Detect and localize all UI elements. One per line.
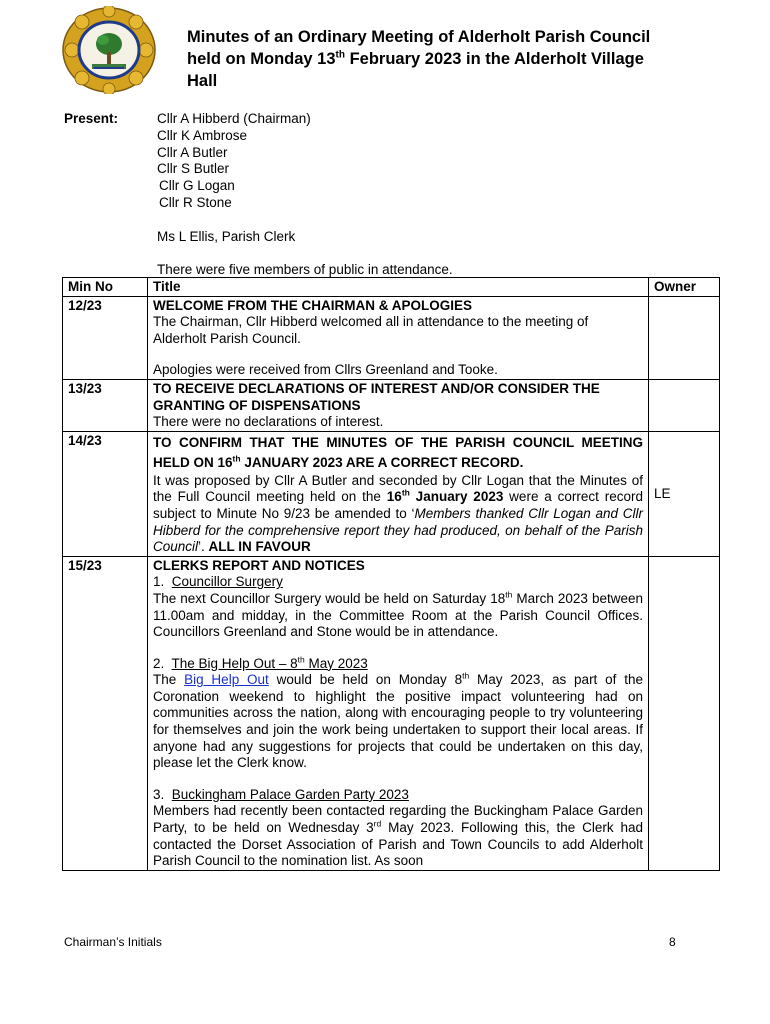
table-row <box>63 296 720 379</box>
page-number: 8 <box>669 935 676 949</box>
minute-number: 15/23 <box>63 556 148 870</box>
minute-owner <box>649 556 720 870</box>
minute-heading: WELCOME FROM THE CHAIRMAN & APOLOGIES <box>153 297 472 313</box>
present-list <box>157 111 311 212</box>
table-row <box>63 556 720 870</box>
vote-result: ALL IN FAVOUR <box>208 539 311 555</box>
member-name: Cllr A Hibberd (Chairman) <box>157 111 311 126</box>
parish-crest-icon <box>60 6 158 94</box>
minute-text: There were no declarations of interest. <box>153 414 384 430</box>
minute-text: Members had recently been contacted regarding the Buckingham Palace Garden Party, to be held on Wednesday 3rd May 2023. Following this, the Clerk had contacted the Dorset Association of Parish and Town Councils to add Alderholt Parish Council to the nomination list. As soon <box>153 803 643 869</box>
minute-heading: TO RECEIVE DECLARATIONS OF INTEREST AND/OR CONSIDER THE GRANTING OF DISPENSATIONS <box>153 380 600 413</box>
table-row <box>63 379 720 431</box>
minute-number: 12/23 <box>63 296 148 379</box>
minute-text: The next Councillor Surgery would be held on Saturday 18th March 2023 between 11.00am and midday, in the Committee Room at the Parish Council Offices. Councillors Greenland and Stone would be in attendance. <box>153 589 643 640</box>
minute-text: The Chairman, Cllr Hibberd welcomed all in attendance to the meeting of Alderholt Parish Council. <box>153 314 589 346</box>
page-title: Minutes of an Ordinary Meeting of Alderholt Parish Council held on Monday 13th February 2023 in the Alderholt Village Hall <box>187 28 651 90</box>
col-header-title: Title <box>148 278 649 297</box>
minute-body <box>148 296 649 379</box>
chairman-initials-label: Chairman’s Initials <box>64 935 162 949</box>
minute-body <box>148 556 649 870</box>
minutes-table <box>62 277 720 871</box>
big-help-out-link[interactable]: Big Help Out <box>184 672 269 688</box>
subsection-title: 2. The Big Help Out – 8th May 2023 <box>153 654 368 671</box>
minute-owner: LE <box>649 431 720 556</box>
minute-owner <box>649 296 720 379</box>
minute-number: 13/23 <box>63 379 148 431</box>
minute-body <box>148 379 649 431</box>
member-name: Cllr R Stone <box>159 194 232 210</box>
table-header-row <box>63 278 720 297</box>
member-name: Cllr K Ambrose <box>157 127 248 143</box>
clerk-attendance: Ms L Ellis, Parish Clerk <box>157 229 296 244</box>
minute-body <box>148 431 649 556</box>
minute-text: Apologies were received from Cllrs Greenland and Tooke. <box>153 362 498 378</box>
minute-number: 14/23 <box>63 431 148 556</box>
minute-heading: TO CONFIRM THAT THE MINUTES OF THE PARISH COUNCIL MEETING HELD ON 16th JANUARY 2023 ARE A CORRECT RECORD. <box>153 434 643 470</box>
table-row <box>63 431 720 556</box>
member-name: Cllr A Butler <box>157 144 228 160</box>
subsection-title: 1. Councillor Surgery <box>153 574 283 590</box>
minute-text: The Big Help Out would be held on Monday 8th May 2023, as part of the Coronation weekend to highlight the positive impact volunteering had on communities across the nation, along with encouraging people to try volunteering for themselves and join the work being undertaken to support their local areas. If anyone had any suggestions for projects that could be undertaken on this day, please let the Clerk know. <box>153 670 643 771</box>
col-header-owner: Owner <box>649 278 720 297</box>
minute-heading: CLERKS REPORT AND NOTICES <box>153 557 365 573</box>
minute-owner <box>649 379 720 431</box>
minute-text: It was proposed by Cllr A Butler and seconded by Cllr Logan that the Minutes of the Full Council meeting held on the 16th January 2023 were a correct record subject to Minute No 9/23 be amended to ‘Members thanked Cllr Logan and Cllr Hibberd for the comprehensive report they had produced, on behalf of the Parish Council’. ALL IN FAVOUR <box>153 472 644 555</box>
public-attendance: There were five members of public in attendance. <box>157 262 453 277</box>
member-name: Cllr S Butler <box>157 161 230 177</box>
subsection-title: 3. Buckingham Palace Garden Party 2023 <box>153 786 409 802</box>
present-label: Present: <box>64 111 119 126</box>
member-name: Cllr G Logan <box>159 178 235 194</box>
col-header-min-no: Min No <box>63 278 148 297</box>
